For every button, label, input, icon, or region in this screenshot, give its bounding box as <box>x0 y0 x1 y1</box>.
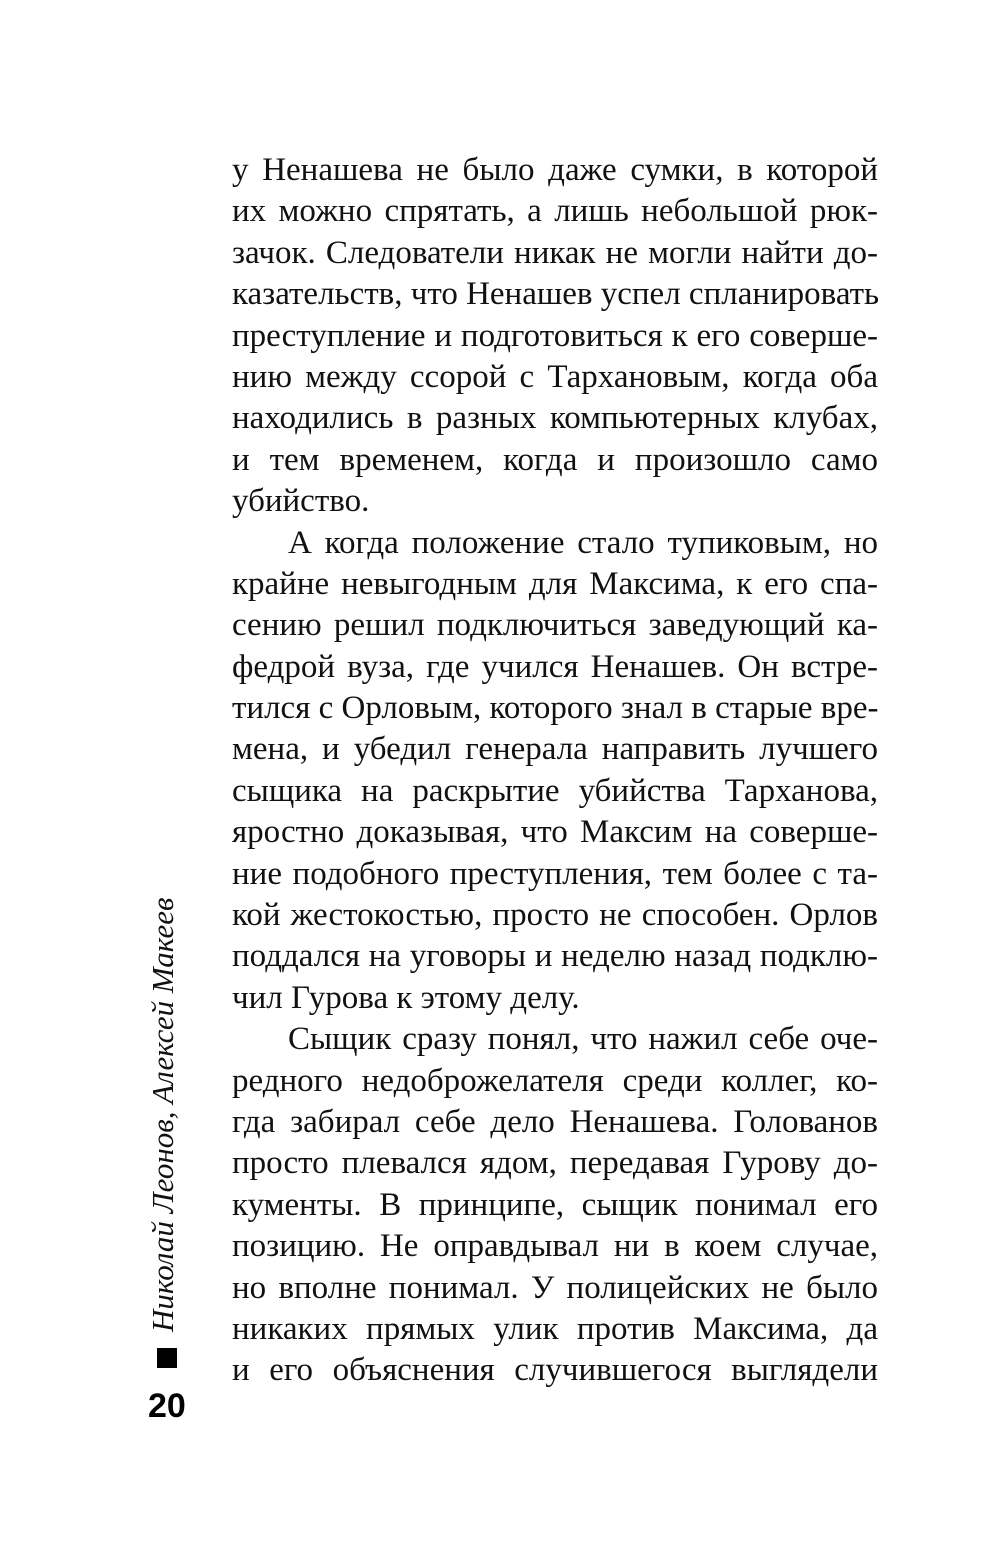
text-line: но вполне понимал. У полицейских не было <box>232 1269 878 1306</box>
text-line: сыщика на раскрытие убийства Тарханова, <box>232 772 878 809</box>
page-number: 20 <box>148 1387 186 1425</box>
text-line: редного недоброжелателя среди коллег, ко- <box>232 1062 878 1099</box>
text-line: у Ненашева не было даже сумки, в которой <box>232 152 878 188</box>
text-line: убийство. <box>232 483 370 520</box>
text-line: мена, и убедил генерала направить лучшего <box>232 731 878 768</box>
text-line: федрой вуза, где учился Ненашев. Он встре- <box>232 648 878 685</box>
text-line: зачок. Следователи никак не могли найти до- <box>232 234 878 271</box>
running-head-authors: Николай Леонов, Алексей Макеев <box>145 897 180 1332</box>
text-line: чил Гурова к этому делу. <box>232 979 580 1016</box>
text-line: нию между ссорой с Тархановым, когда оба <box>232 358 878 395</box>
text-line: гда забирал себе дело Ненашева. Голованов <box>232 1103 878 1140</box>
text-line: кой жестокостью, просто не способен. Орлов <box>232 897 878 934</box>
text-line: кументы. В принципе, сыщик понимал его <box>232 1186 878 1223</box>
text-line: казательств, что Ненашев успел спланировать <box>232 276 880 313</box>
body-text <box>232 150 878 1392</box>
text-line: ние подобного преступления, тем более с та- <box>232 855 878 892</box>
text-line: никаких прямых улик против Максима, да <box>232 1310 878 1347</box>
text-line: просто плевался ядом, передавая Гурову до- <box>232 1145 878 1182</box>
paragraph-start-line: А когда положение стало тупиковым, но <box>288 524 878 561</box>
text-line: тился с Орловым, которого знал в старые вре- <box>232 690 879 727</box>
text-line: поддался на уговоры и неделю назад подклю- <box>232 938 878 975</box>
text-line: яростно доказывая, что Максим на соверше- <box>232 814 878 851</box>
text-line: крайне невыгодным для Максима, к его спа- <box>232 565 878 602</box>
text-line: позицию. Не оправдывал ни в коем случае, <box>232 1228 878 1265</box>
text-line: преступление и подготовиться к его соверше- <box>232 317 878 354</box>
text-line: сению решил подключиться заведующий ка- <box>232 607 878 644</box>
page-marker-square <box>157 1348 177 1368</box>
text-line: находились в разных компьютерных клубах, <box>232 400 878 437</box>
text-line: их можно спрятать, а лишь небольшой рюк- <box>232 193 878 230</box>
paragraph-start-line: Сыщик сразу понял, что нажил себе оче- <box>288 1021 878 1058</box>
text-line: и его объяснения случившегося выглядели <box>232 1352 878 1389</box>
text-line: и тем временем, когда и произошло само <box>232 441 878 478</box>
